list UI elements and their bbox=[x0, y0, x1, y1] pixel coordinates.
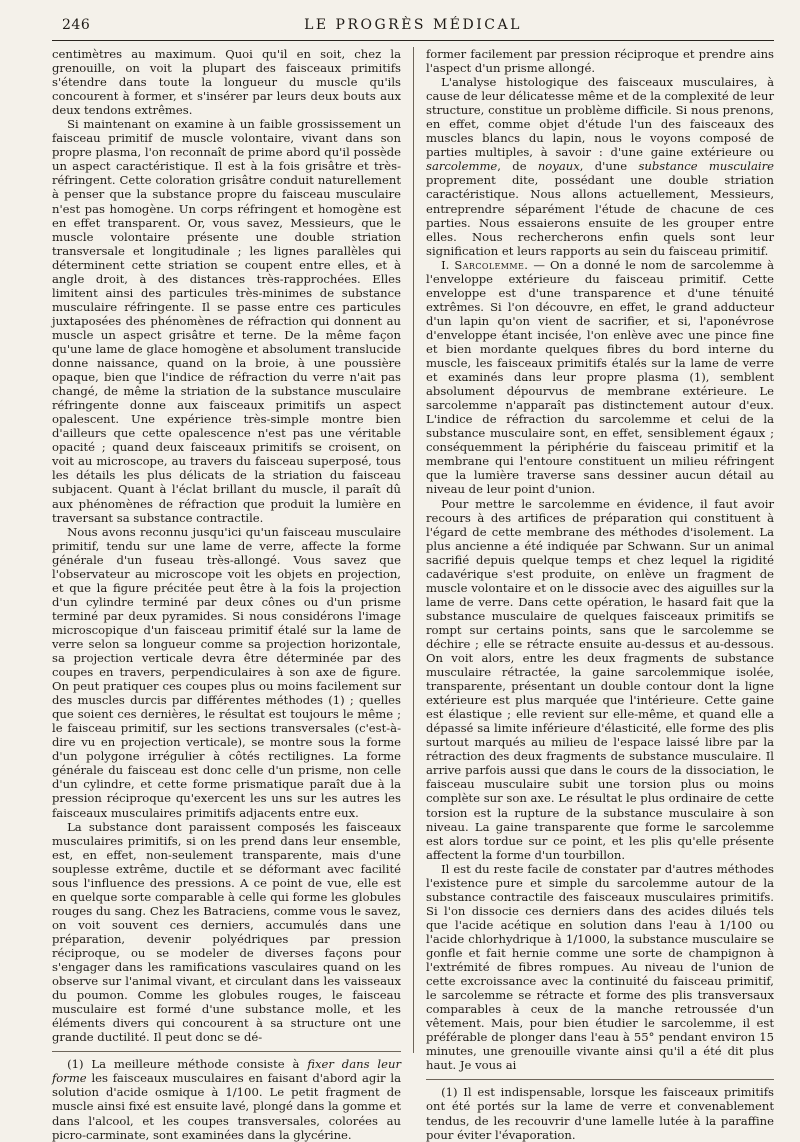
term-sarcolemme: sarcolemme bbox=[426, 159, 497, 173]
paragraph: Si maintenant on examine à un faible grossissement un faisceau primitif de muscle volontaire, vivant dans son propre plasma, l'on reconnaît de prime abord qu'il possède un aspect caractéristique. Il est à la fois grisâtre et très-réfringent. Cette coloration grisâtre conduit naturellement à penser que la substance propre du faisceau musculaire n'est pas homogène. Un corps réfringent et homogène est en effet transparent. Or, vous savez, Messieurs, que le muscle volontaire présente une double striation transversale et longitudinale ; les lignes parallèles qui déterminent cette striation se coupent entre elles, et à angle droit, à des distances très-rapprochées. Elles limitent ainsi des particules très-minimes de substance musculaire réfringente. Il se passe entre ces particules juxtaposées des phénomènes de réfraction qui donnent au muscle un aspect grisâtre et terne. De la même façon qu'une lame de glace homogène et absolument translucide donne naissance, quand on la broie, à une poussière opaque, bien que l'indice de réfraction du verre n'ait pas changé, de même la striation de la substance musculaire réfringente donne aux faisceaux primitifs un aspect opalescent. Une expérience très-simple montre bien d'ailleurs que cette opalescence n'est pas une véritable opacité ; quand deux faisceaux primitifs se croisent, on voit au microscope, au travers du faisceau superposé, tous les détails les plus délicats de la striation du faisceau subjacent. Quant à l'éclat brillant du muscle, il paraît dû aux phénomènes de réfraction que produit la lumière en traversant sa substance contractile. bbox=[52, 117, 401, 524]
paragraph bbox=[426, 258, 774, 497]
paragraph-text: proprement dite, possédant une double striation caractéristique. Nous allons actuellement, Messieurs, entreprendre séparément l'étude de chacune de ces parties. Nous essaierons ensuite de les grouper entre elles. Nous rechercherons enfin quels sont leur signification et leurs rapports au sein du faisceau primitif. bbox=[426, 173, 774, 257]
paragraph-text: L'analyse histologique des faisceaux musculaires, à cause de leur délicatesse même et de la complexité de leur structure, constitue un problème difficile. Si nous prenons, en effet, comme objet d'étude l'un des faisceaux des muscles blancs du lapin, nous le voyons composé de parties multiples, à savoir : d'une gaine extérieure ou bbox=[426, 75, 774, 159]
right-column-text bbox=[426, 47, 774, 1072]
left-column-text bbox=[52, 47, 401, 1044]
footnote-text: (1) La meilleure méthode consiste à bbox=[67, 1057, 307, 1071]
footnote: (1) Il est indispensable, lorsque les faisceaux primitifs ont été portés sur la lame de verre et convenablement tendus, de les recouvrir d'une lamelle lutée à la paraffine pour éviter l'évaporation. bbox=[426, 1085, 774, 1141]
paragraph: Pour mettre le sarcolemme en évidence, il faut avoir recours à des artifices de préparation qui constituent à l'égard de cette membrane des méthodes d'isolement. La plus ancienne a été indiquée par Schwann. Sur un animal sacrifié depuis quelque temps et chez lequel la rigidité cadavérique s'est produite, on enlève un fragment de muscle volontaire et on le dissocie avec des aiguilles sur la lame de verre. Dans cette opération, le hasard fait que la substance musculaire de quelques faisceaux primitifs se rompt sur certains points, sans que le sarcolemme se déchire ; elle se rétracte ensuite au-dessus et au-dessous. On voit alors, entre les deux fragments de substance musculaire rétractée, la gaine sarcolemmique isolée, transparente, présentant un double contour dont la ligne extérieure est plus marquée que l'intérieure. Cette gaine est élastique ; elle revient sur elle-même, et quand elle a dépassé sa limite inférieure d'élasticité, elle forme des plis surtout marqués au milieu de l'espace laissé libre par la rétraction des deux fragments de substance musculaire. Il arrive parfois aussi que dans le cours de la dissociation, le faisceau musculaire subit une torsion plus ou moins complète sur son axe. Le résultat le plus ordinaire de cette torsion est la rupture de la substance musculaire à son niveau. La gaine transparente que forme le sarcolemme est alors tordue sur ce point, et les plis qu'elle présente affectent la forme d'un tourbillon. bbox=[426, 497, 774, 862]
paragraph: Il est du reste facile de constater par d'autres méthodes l'existence pure et simple du sarcolemme autour de la substance contractile des faisceaux musculaires primitifs. Si l'on dissocie ces derniers dans des acides dilués tels que l'acide acétique en solution dans l'eau à 1/100 ou l'acide chlorhydrique à 1/1000, la substance musculaire se gonfle et fait hernie comme une sorte de champignon à l'extrémité de fibres rompues. Au niveau de l'union de cette excroissance avec la continuité du faisceau primitif, le sarcolemme se rétracte et forme des plis transversaux comparables à ceux de la manche retroussée d'un vêtement. Mais, pour bien étudier le sarcolemme, il est préférable de plonger dans l'eau à 55° pendant environ 15 minutes, une grenouille vivante ainsi qu'il a été dit plus haut. Je vous ai bbox=[426, 862, 774, 1073]
paragraph-text: , d'une bbox=[580, 159, 639, 173]
paragraph: La substance dont paraissent composés les faisceaux musculaires primitifs, si on les prend dans leur ensemble, est, en effet, non-seulement transparente, mais d'une souplesse extrême, ductile et se déformant avec facilité sous l'influence des pressions. A ce point de vue, elle est en quelque sorte comparable à celle qui forme les globules rouges du sang. Chez les Batraciens, comme vous le savez, on voit souvent ces derniers, accumulés dans une préparation, devenir polyédriques par pression réciproque, ou se modeler de diverses façons pour s'engager dans les ramifications vasculaires quand on les observe sur l'animal vivant, et circulant dans les vaisseaux du poumon. Comme les globules rouges, le faisceau musculaire est formé d'une substance molle, et les éléments divers qui concourent à sa structure ont une grande ductilité. Il peut donc se dé- bbox=[52, 820, 401, 1045]
footnote bbox=[52, 1057, 401, 1141]
paragraph: centimètres au maximum. Quoi qu'il en soit, chez la grenouille, on voit la plupart des faisceaux primitifs s'étendre dans toute la longueur du muscle qu'ils concourent à former, et s'insérer par leurs deux bouts aux deux tendons extrêmes. bbox=[52, 47, 401, 117]
paragraph bbox=[426, 75, 774, 258]
paragraph: Nous avons reconnu jusqu'ici qu'un faisceau musculaire primitif, tendu sur une lame de verre, affecte la forme générale d'un fuseau très-allongé. Vous savez que l'observateur au microscope voit les objets en projection, et que la figure précitée peut être à la fois la projection d'un cylindre terminé par deux cônes ou d'un prisme terminé par deux pyramides. Si nous considérons l'image microscopique d'un faisceau primitif étalé sur la lame de verre selon sa longueur comme sa projection horizontale, sa projection verticale devra être déterminée par des coupes en travers, perpendiculaires à son axe de figure. On peut pratiquer ces coupes plus ou moins facilement sur des muscles durcis par différentes méthodes (1) ; quelles que soient ces dernières, le résultat est toujours le même ; le faisceau primitif, sur les sections transversales (c'est-à-dire vu en projection verticale), se montre sous la forme d'un polygone irrégulier à côtés rectilignes. La forme générale du faisceau est donc celle d'un prisme, non celle d'un cylindre, et cette forme prismatique paraît due à la pression réciproque qu'exercent les uns sur les autres les faisceaux musculaires primitifs adjacents entre eux. bbox=[52, 525, 401, 820]
footnote-text: les faisceaux musculaires en faisant d'abord agir la solution d'acide osmique à 1/100. Le petit fragment de muscle ainsi fixé est ensuite lavé, plongé dans la gomme et dans l'alcool, et les coupes transversales, colorées au picro-carminate, sont examinées dans la glycérine. bbox=[52, 1071, 401, 1141]
right-column bbox=[413, 47, 774, 1053]
term-substance-musculaire: substance musculaire bbox=[638, 159, 774, 173]
term-noyaux: noyaux bbox=[538, 159, 580, 173]
left-column bbox=[52, 47, 413, 1053]
paragraph-text: — On a donné le nom de sarcolemme à l'enveloppe extérieure du faisceau primitif. Cette enveloppe est d'une transparence et d'une ténuité extrêmes. Si l'on découvre, en effet, le grand adducteur d'un lapin qu'on vient de sacrifier, et si, l'aponévrose d'enveloppe étant incisée, l'on enlève avec une pince fine et bien mordante quelques fibres du bord interne du muscle, les faisceaux primitifs étalés sur la lame de verre et examinés dans leur propre plasma (1), semblent absolument dépourvus de membrane extérieure. Le sarcolemme n'apparaît pas distinctement autour d'eux. L'indice de réfraction du sarcolemme et celui de la substance musculaire sont, en effet, sensiblement égaux ; conséquemment la périphérie du faisceau primitif et la membrane qui l'entoure constituent un milieu réfringent que la lumière traverse sans dessiner aucun détail au niveau de leur point d'union. bbox=[426, 258, 774, 497]
left-footnotes bbox=[52, 1051, 401, 1141]
running-head bbox=[52, 14, 774, 41]
footnote-emphasis: fixer dans leur forme bbox=[52, 1057, 401, 1085]
article-columns bbox=[52, 47, 774, 1053]
paragraph: former facilement par pression réciproque et prendre ains l'aspect d'un prisme allongé. bbox=[426, 47, 774, 75]
page-number: 246 bbox=[62, 17, 90, 33]
paragraph-text: , de bbox=[497, 159, 538, 173]
section-number: I. bbox=[441, 258, 454, 272]
journal-title: LE PROGRÈS MÉDICAL bbox=[52, 17, 774, 33]
section-heading: Sarcolemme. bbox=[454, 258, 528, 272]
right-footnotes bbox=[426, 1079, 774, 1141]
